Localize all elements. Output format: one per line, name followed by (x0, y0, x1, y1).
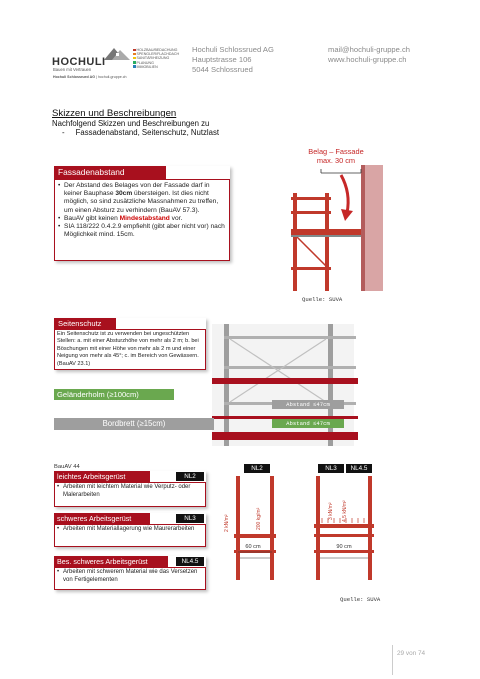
fassade-bullet-2: • BauAV gibt keinen Mindestabstand vor. (58, 215, 226, 223)
section-intro: Nachfolgend Skizzen und Beschreibungen zu (52, 119, 210, 128)
footer-divider (392, 645, 393, 675)
address-line: Hochuli Schlossrued AG (192, 45, 274, 54)
width-right: 90 cm (336, 544, 352, 550)
nutzlast-bullet: • Arbeiten mit leichtem Material wie Verputz- oder Malerarbeiten (57, 484, 203, 499)
service-dot (133, 53, 136, 56)
scaffold-toe-board (212, 432, 358, 440)
scaffold-deck (291, 229, 361, 235)
logo-service: SPENGLER/FLACHDACH (133, 52, 185, 56)
nutzlast-title: schweres Arbeitsgerüst (54, 513, 150, 524)
diag-tag-nl3: NL3 (318, 464, 344, 473)
fassade-callout: Belag – Fassade max. 30 cm (308, 147, 364, 165)
abstand-label-2: Abstand ≤47cm (272, 419, 344, 428)
nutzlast-tag: NL4.5 (176, 557, 204, 566)
nutzlast-body (54, 567, 206, 590)
page-number: 29 von 74 (397, 650, 426, 657)
fassade-body (54, 179, 230, 261)
service-dot (133, 65, 136, 68)
scaffold-guard-rail (212, 378, 358, 384)
load-diagram (228, 476, 388, 586)
service-dot (133, 49, 136, 52)
seitenschutz-text: Ein Seitenschutz ist zu verwenden bei ungeschützten Stellen: a. mit einer Absturzhöhe von mehr als 2 m; b. bei Böschungen mit einer Höhe von mehr als 2 m und einer Neigung von mehr als 45°; c. im Bereich von Gewässern. (BauAV 23.1) (54, 329, 206, 370)
diagram-post (236, 476, 240, 580)
abstand-label-1: Abstand ≤47cm (272, 400, 344, 409)
load-left-kg: 200 kg/m² (256, 507, 262, 530)
address-line: Hauptstrasse 106 (192, 55, 252, 64)
website-link[interactable]: www.hochuli-gruppe.ch (328, 55, 407, 64)
logo-roof-icon (104, 46, 132, 60)
load-right-kn: 3 kN/m² (328, 502, 334, 520)
service-dot (133, 61, 136, 64)
service-dot (133, 57, 136, 60)
seitenschutz-title: Seitenschutz (54, 318, 116, 329)
logo-service: HOLZBAU/BEDACHUNG (133, 48, 185, 52)
logo-brand: HOCHULI (52, 56, 106, 68)
logo-services (133, 48, 185, 69)
header-address (192, 45, 274, 75)
nutzlast-card-light (54, 471, 206, 507)
nutzlast-tag: NL3 (176, 514, 204, 523)
bordbrett-label: Bordbrett (≥15cm) (54, 418, 214, 430)
width-left: 60 cm (245, 544, 261, 550)
email-link[interactable]: mail@hochuli-gruppe.ch (328, 45, 410, 54)
nutzlast-tag: NL2 (176, 472, 204, 481)
logo-service: IMMOBILIEN (133, 65, 185, 69)
nutzlast-source: Quelle: SUVA (340, 596, 381, 603)
nutzlast-card-very-heavy (54, 556, 206, 590)
nutzlast-title: leichtes Arbeitsgerüst (54, 471, 150, 482)
seitenschutz-panel (54, 318, 206, 370)
facade-wall (365, 165, 383, 291)
section-title: Skizzen und Beschreibungen (52, 108, 177, 119)
curved-arrow-icon (341, 175, 348, 213)
scaffold-post (325, 193, 329, 291)
load-right-kn-2: 4.5 kN/m² (342, 500, 348, 522)
logo-service: SANITÄR/HEIZUNG (133, 56, 185, 60)
nutzlast-body (54, 482, 206, 507)
scaffold-post (293, 193, 297, 291)
nutzlast-title: Bes. schweres Arbeitsgerüst (54, 556, 168, 567)
diagram-deck (314, 524, 374, 528)
diagram-deck (234, 534, 276, 538)
nutzlast-card-heavy (54, 513, 206, 547)
fassade-bullet-1: • Der Abstand des Belages von der Fassade darf in keiner Bauphase 30cm übersteigen. Ist dies nicht möglich, so sind zusätzliche Massnahmen zu treffen, um einen Absturz zu verhindern (BauAV 57.3). (58, 182, 226, 215)
header-contact (328, 45, 410, 65)
company-logo (52, 46, 184, 80)
fassade-title: Fassadenabstand (54, 166, 166, 179)
logo-company-line: Hochuli Schlossrued AG | hochuli-gruppe.ch (53, 75, 127, 79)
diag-tag-nl45: NL4.5 (346, 464, 372, 473)
gelaenderholm-label: Geländerholm (≥100cm) (54, 389, 174, 400)
diagram-post (270, 476, 274, 580)
load-left-kn: 2 kN/m² (224, 514, 230, 532)
nutzlast-bullet: • Arbeiten mit Materiallagerung wie Maurerarbeiten (57, 526, 203, 534)
bauav-ref: BauAV 44 (54, 464, 80, 470)
nutzlast-bullet: • Arbeiten mit schwerem Material wie das Versetzen von Fertigelementen (57, 569, 203, 584)
section-list-item: - Fassadenabstand, Seitenschutz, Nutzlast (62, 128, 220, 137)
diag-tag-nl2: NL2 (244, 464, 270, 473)
fassade-source: Quelle: SUVA (302, 296, 343, 303)
fassade-bullet-3: • SIA 118/222 0.4.2.9 empfiehlt (gibt aber nicht vor) nach Möglichkeit mind. 15cm. (58, 223, 226, 239)
address-line: 5044 Schlossrued (192, 65, 253, 74)
fassade-scaffold-illustration (255, 163, 390, 293)
logo-service: PLANUNG (133, 61, 185, 65)
nutzlast-body (54, 524, 206, 547)
fassade-panel (54, 166, 230, 261)
logo-subtitle: Bauen mit Vertrauen (53, 67, 92, 72)
